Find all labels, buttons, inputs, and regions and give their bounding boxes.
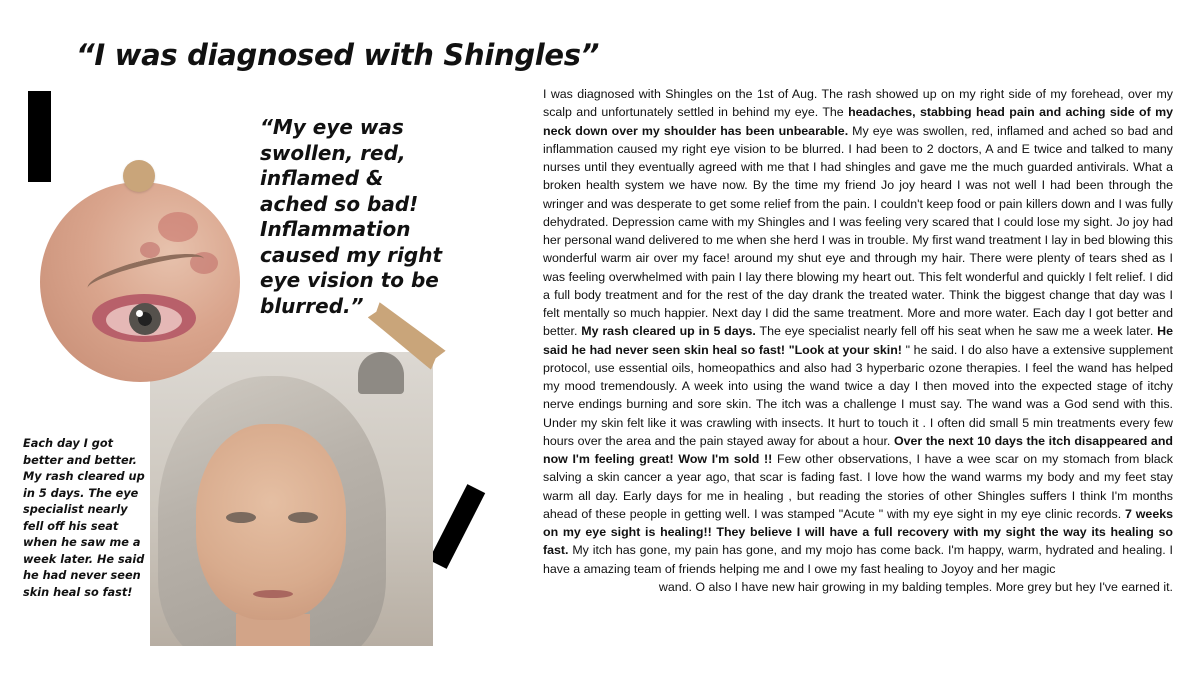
body-run: My itch has gone, my pain has gone, and my mojo has come back. I'm happy, warm, hydrated and healing. I have a amazing team of friends helping me and I owe my fast healing to Joyoy and her magic bbox=[543, 543, 1173, 576]
body-run: The eye specialist nearly fell off his seat when he saw me a week later. bbox=[755, 324, 1158, 339]
woman-portrait-photo bbox=[150, 352, 433, 646]
decorative-black-bar bbox=[28, 91, 51, 182]
pull-quote: “My eye was swollen, red, inflamed & ached so bad! Inflammation caused my right eye vision to be blurred.” bbox=[260, 115, 443, 318]
page-title: “I was diagnosed with Shingles” bbox=[76, 38, 600, 72]
body-emphasis: Over the next 10 days the itch disappeared and now I'm feeling great! Wow I'm sold !! bbox=[543, 433, 1173, 466]
body-run: Few other observations, I have a wee scar on my stomach from black salving a skin cancer a year ago, that scar is fading fast. I love how the wand warms my body and my feet stay warm all day. Early days for me in healing , but reading the stories of other Shingles suffers I think I'm months ahead of these people in getting well. I was stamped "Acute " with my eye sight in my eye clinic records. bbox=[543, 452, 1173, 521]
body-run: " he said. I do also have a extensive supplement protocol, use essential oils, homeopathics and also had 3 hyperbaric ozone therapies. I feel the wand has helped my mood tremendously. A week into using the wand twice a day I then moved into the expected stage of itchy nerve endings burning and sore skin. The itch was a challenge I must say. The wand was a God send with this. Under my skin felt like it was crawling with insects. It hurt to touch it . I often did small 5 min treatments every few hours over the area and the pain stayed away for about a hour. bbox=[543, 342, 1173, 448]
body-emphasis: My rash cleared up in 5 days. bbox=[581, 324, 756, 339]
testimonial-last-line: wand. O also I have new hair growing in my balding temples. More grey but hey I've earned it. bbox=[658, 579, 1173, 594]
body-emphasis: 7 weeks on my eye sight is healing!! They believe I will have a full recovery with my sight the way its healing so fast. bbox=[543, 506, 1173, 558]
decorative-tan-dot bbox=[123, 160, 155, 192]
body-emphasis: headaches, stabbing head pain and aching side of my neck down over my shoulder has been unbearable. bbox=[543, 105, 1173, 138]
testimonial-body bbox=[543, 85, 1173, 596]
body-run: I was diagnosed with Shingles on the 1st of Aug. The rash showed up on my right side of my forehead, over my scalp and unfortunately settled in behind my eye. The bbox=[543, 87, 1173, 120]
decorative-slanted-bar bbox=[429, 484, 485, 569]
eye-closeup-photo bbox=[40, 182, 240, 382]
body-run: My eye was swollen, red, inflamed and ached so bad and inflammation caused my right eye vision to be blurred. I had been to 2 doctors, A and E twice and talked to many nurses until they eventually agreed with me that I had shingles and gave me the much guarded antivirals. What a broken health system we have now. By the time my friend Jo joy heard I was not well I had been through the wringer and was desperate to get some relief from the pain. I couldn't keep food or pain killers down and I was fully dehydrated. Depression came with my Shingles and I was feeling very scared that I could lose my sight. Jo joy had her personal wand delivered to me when she herd I was in trouble. My first wand treatment I lay in bed blowing this wonderful warm air over my face! around my shut eye and through my hair. There were plenty of tears shed as I was feeling overwhelmed with pain I lay there blowing my heart out. This felt wonderful and quickly I felt relief. I did a full body treatment and for the rest of the day drank the treated water. Think the biggest change that day was I felt mentally so much happier. Next day I did the same treatment. More and more water. Each day I got better and better. bbox=[543, 123, 1173, 339]
body-emphasis: He said he had never seen skin heal so fast! "Look at your skin! bbox=[543, 324, 1174, 357]
side-caption: Each day I got better and better. My rash cleared up in 5 days. The eye specialist nearly fell off his seat when he saw me a week later. He said he had never seen skin heal so fast! bbox=[23, 437, 145, 599]
